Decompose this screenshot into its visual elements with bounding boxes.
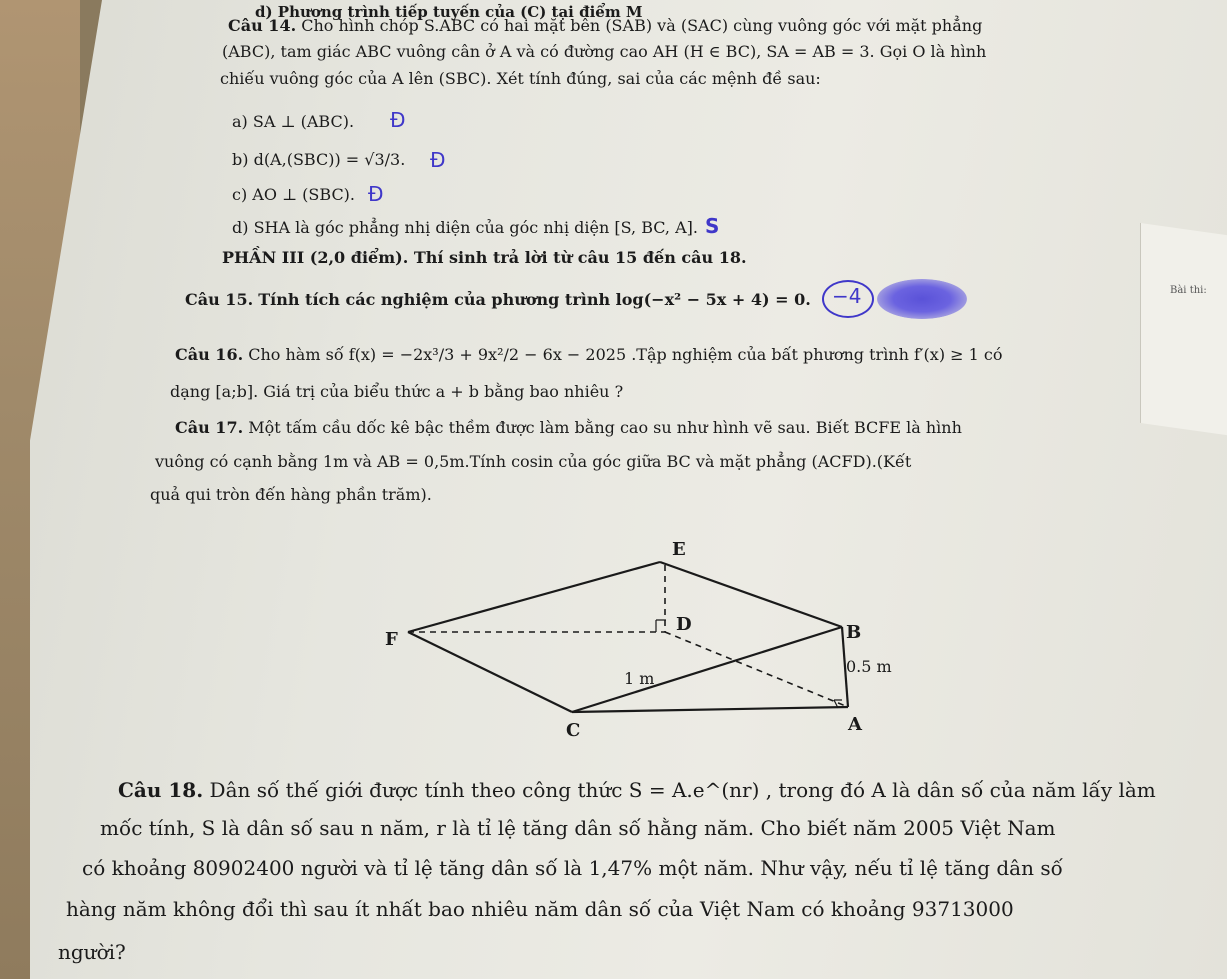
q14-line3: chiếu vuông góc của A lên (SBC). Xét tính đúng, sai của các mệnh đề sau:	[220, 69, 821, 88]
label-E: E	[672, 539, 686, 560]
q18-line4: hàng năm không đổi thì sau ít nhất bao nhiêu năm dân số của Việt Nam có khoảng 93713000	[66, 897, 1014, 921]
q18-line1-text: Dân số thế giới được tính theo công thức S = A.e^(nr) , trong đó A là dân số của năm lấy làm	[209, 778, 1156, 802]
q17-line1-text: Một tấm cầu dốc kê bậc thềm được làm bằng cao su như hình vẽ sau. Biết BCFE là hình	[248, 418, 962, 437]
q16-head: Câu 16.	[175, 345, 244, 364]
label-C: C	[566, 720, 581, 741]
q14-option-b: b) d(A,(SBC)) = √3/3.	[232, 150, 406, 169]
q18-line3: có khoảng 80902400 người và tỉ lệ tăng dân số là 1,47% một năm. Như vậy, nếu tỉ lệ tăng dân số	[82, 856, 1063, 880]
edge-CA	[572, 707, 848, 712]
edge-DA-hidden	[665, 632, 848, 707]
q17-line3: quả qui tròn đến hàng phần trăm).	[150, 485, 432, 504]
q18-line1	[118, 778, 1156, 802]
q18-line2: mốc tính, S là dân số sau n năm, r là tỉ lệ tăng dân số hằng năm. Cho biết năm 2005 Việt Nam	[100, 816, 1056, 840]
q14-head: Câu 14.	[228, 16, 297, 35]
q14-option-d: d) SHA là góc phẳng nhị diện của góc nhị diện [S, BC, A].	[232, 218, 698, 237]
edge-FC	[408, 632, 572, 712]
q16-line2: dạng [a;b]. Giá trị của biểu thức a + b bằng bao nhiêu ?	[170, 382, 624, 401]
q18-line5: người?	[58, 940, 126, 964]
q16-line1-text: Cho hàm số f(x) = −2x³/3 + 9x²/2 − 6x − 2025 .Tập nghiệm của bất phương trình f′(x) ≥ 1 có	[248, 345, 1003, 364]
edge-FE	[408, 562, 660, 632]
label-A: A	[848, 714, 862, 735]
q14-mark-b: Đ	[430, 148, 446, 172]
q14-mark-d: S	[705, 214, 720, 238]
label-1m: 1 m	[624, 669, 655, 688]
q17-head: Câu 17.	[175, 418, 244, 437]
q14-option-c: c) AO ⊥ (SBC).	[232, 185, 356, 204]
edge-CB	[572, 627, 842, 712]
q15-answer: −4	[832, 284, 862, 308]
q14-mark-a: Đ	[390, 108, 406, 132]
q18-head: Câu 18.	[118, 778, 204, 802]
q14-prev-line: d) Phương trình tiếp tuyến của (C) tại điểm M	[255, 3, 643, 21]
part3-heading: PHẦN III (2,0 điểm). Thí sinh trả lời từ câu 15 đến câu 18.	[222, 248, 747, 267]
q17-line2: vuông có cạnh bằng 1m và AB = 0,5m.Tính cosin của góc giữa BC và mặt phẳng (ACFD).(Kết	[155, 452, 912, 471]
q14-line1-text: Cho hình chóp S.ABC có hai mặt bên (SAB) và (SAC) cùng vuông góc với mặt phẳng	[301, 16, 983, 35]
q14-option-a: a) SA ⊥ (ABC).	[232, 112, 355, 131]
label-B: B	[846, 622, 862, 643]
label-D: D	[676, 614, 692, 635]
q15-head: Câu 15.	[185, 290, 254, 309]
side-label: Bài thi:	[1170, 285, 1207, 296]
q14-line2: (ABC), tam giác ABC vuông cân ở A và có đường cao AH (H ∈ BC), SA = AB = 3. Gọi O là hình	[222, 42, 987, 61]
label-05m: 0.5 m	[846, 657, 892, 676]
q14-mark-c: Đ	[368, 182, 384, 206]
q15-text: Tính tích các nghiệm của phương trình log(−x² − 5x + 4) = 0.	[258, 290, 811, 309]
label-F: F	[385, 629, 398, 650]
